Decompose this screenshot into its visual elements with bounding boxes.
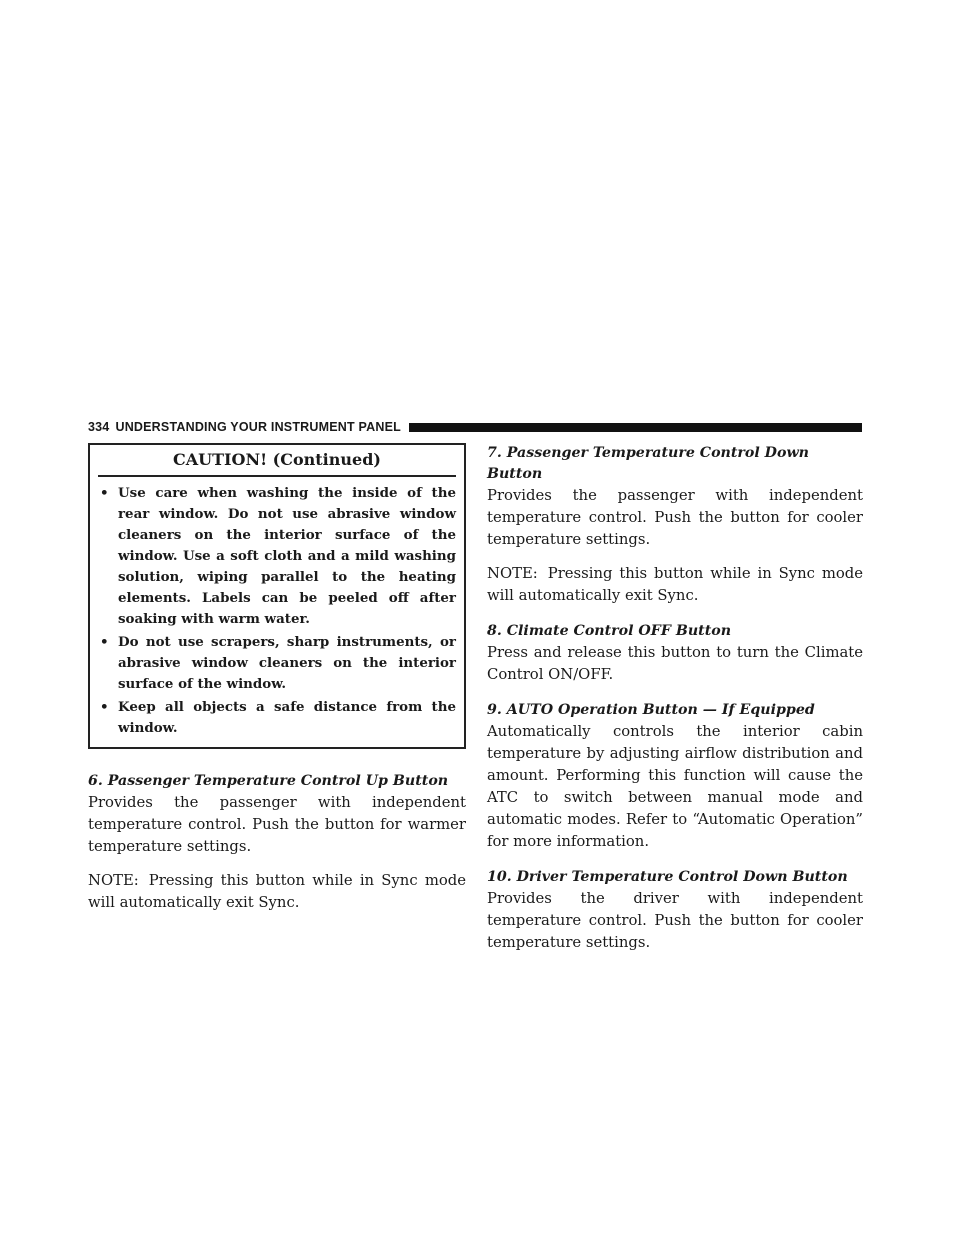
caution-item-text: Use care when washing the inside of the rear window. Do not use abrasive window cleaners on the interior surface of the window. Use a soft cloth and a mild washing solution, wiping parallel to the heating elements. Labels can be peeled off after soaking with warm water. [118, 485, 456, 627]
page-header [88, 417, 862, 437]
caution-item-text: Keep all objects a safe distance from the window. [118, 699, 456, 736]
section-6 [88, 771, 466, 914]
note [88, 870, 466, 914]
note-label: NOTE: [487, 565, 538, 582]
chapter-title: UNDERSTANDING YOUR INSTRUMENT PANEL [115, 420, 401, 434]
section-body: Provides the passenger with independent temperature control. Push the button for warmer temperature settings. [88, 794, 466, 855]
section-body: Provides the driver with independent temperature control. Push the button for cooler temperature settings. [487, 890, 863, 951]
section-title: 9. AUTO Operation Button — If Equipped [487, 702, 815, 718]
page-number: 334 [88, 420, 110, 434]
section-body: Automatically controls the interior cabin temperature by adjusting airflow distribution and amount. Performing this function will cause the ATC to switch between manual mode and automatic modes. Refer to “Automatic Operation” for more information. [487, 723, 863, 850]
note-text: Pressing this button while in Sync mode will automatically exit Sync. [88, 872, 466, 911]
caution-item-text: Do not use scrapers, sharp instruments, or abrasive window cleaners on the interior surface of the window. [118, 634, 456, 692]
header-rule [409, 423, 862, 432]
section-7 [487, 443, 863, 607]
bullet-icon: • [100, 634, 109, 650]
caution-item [98, 483, 456, 630]
section-8 [487, 621, 863, 686]
right-column [487, 443, 863, 954]
caution-list [90, 477, 464, 739]
caution-item [98, 632, 456, 695]
section-title: 10. Driver Temperature Control Down Button [487, 869, 848, 885]
section-title: 8. Climate Control OFF Button [487, 623, 732, 639]
section-body: Provides the passenger with independent temperature control. Push the button for cooler temperature settings. [487, 487, 863, 548]
caution-item [98, 697, 456, 739]
section-9 [487, 700, 863, 853]
section-body: Press and release this button to turn the Climate Control ON/OFF. [487, 644, 863, 683]
section-title: 7. Passenger Temperature Control Down Button [487, 445, 809, 482]
section-10 [487, 867, 863, 954]
caution-box [88, 443, 466, 749]
note-label: NOTE: [88, 872, 139, 889]
bullet-icon: • [100, 485, 109, 501]
caution-title: CAUTION! (Continued) [98, 445, 456, 477]
section-title: 6. Passenger Temperature Control Up Button [88, 773, 449, 789]
bullet-icon: • [100, 699, 109, 715]
note [487, 563, 863, 607]
left-column [88, 443, 466, 914]
note-text: Pressing this button while in Sync mode will automatically exit Sync. [487, 565, 863, 604]
